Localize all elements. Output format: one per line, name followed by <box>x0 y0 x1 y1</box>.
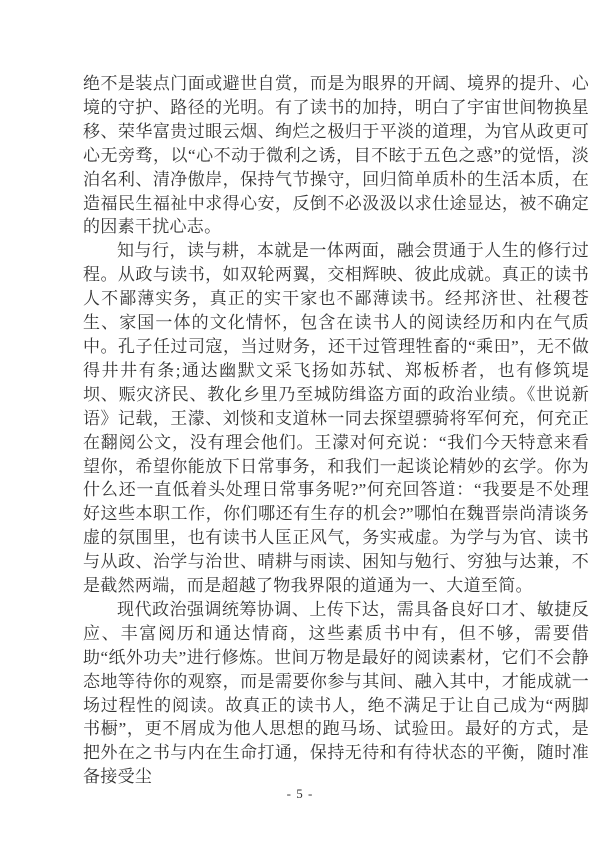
document-body <box>83 72 589 789</box>
page-number: - 5 - <box>286 786 314 801</box>
paragraph-2: 知与行，读与耕，本就是一体两面，融会贯通于人生的修行过程。从政与读书，如双轮两翼，交相辉映、彼此成就。真正的读书人不鄙薄实务，真正的实干家也不鄙薄读书。经邦济世、社稷苍生、家国一体的文化情怀，包含在读书人的阅读经历和内在气质中。孔子任过司寇，当过财务，还干过管理牲畜的“乘田”，无不做得井井有条;通达幽默文采飞扬如苏轼、郑板桥者，也有修筑堤坝、赈灾济民、教化乡里乃至城防缉盗方面的政治业绩。《世说新语》记载，王濛、刘惔和支道林一同去探望骠骑将军何充，何充正在翻阅公文，没有理会他们。王濛对何充说：“我们今天特意来看望你，希望你能放下日常事务，和我们一起谈论精妙的玄学。你为什么还一直低着头处理日常事务呢?”何充回答道：“我要是不处理好这些本职工作，你们哪还有生存的机会?”哪怕在魏晋崇尚清谈务虚的氛围里，也有读书人匡正风气，务实戒虚。为学与为官、读书与从政、治学与治世、晴耕与雨读、困知与勉行、穷独与达兼，不是截然两端，而是超越了物我界限的道通为一、大道至简。 <box>83 241 589 596</box>
paragraph-3: 现代政治强调统筹协调、上传下达，需具备良好口才、敏捷反应、丰富阅历和通达情商，这些素质书中有，但不够，需要借助“纸外功夫”进行修炼。世间万物是最好的阅读素材，它们不会静态地等待你的观察，而是需要你参与其间、融入其中，才能成就一场过程性的阅读。故真正的读书人，绝不满足于让自己成为“两脚书橱”，更不屑成为他人思想的跑马场、试验田。最好的方式，是把外在之书与内在生命打通，保持无待和有待状态的平衡，随时准备接受尘 <box>83 599 589 787</box>
paragraph-1: 绝不是装点门面或避世自赏，而是为眼界的开阔、境界的提升、心境的守护、路径的光明。有了读书的加持，明白了宇宙世间物换星移、荣华富贵过眼云烟、绚烂之极归于平淡的道理，为官从政更可心无旁骛，以“心不动于微利之诱，目不眩于五色之惑”的觉悟，淡泊名利、清净傲岸，保持气节操守，回归简单质朴的生活本质，在造福民生福祉中求得心安，反倒不必汲汲以求仕途显达，被不确定的因素干扰心志。 <box>83 74 589 237</box>
